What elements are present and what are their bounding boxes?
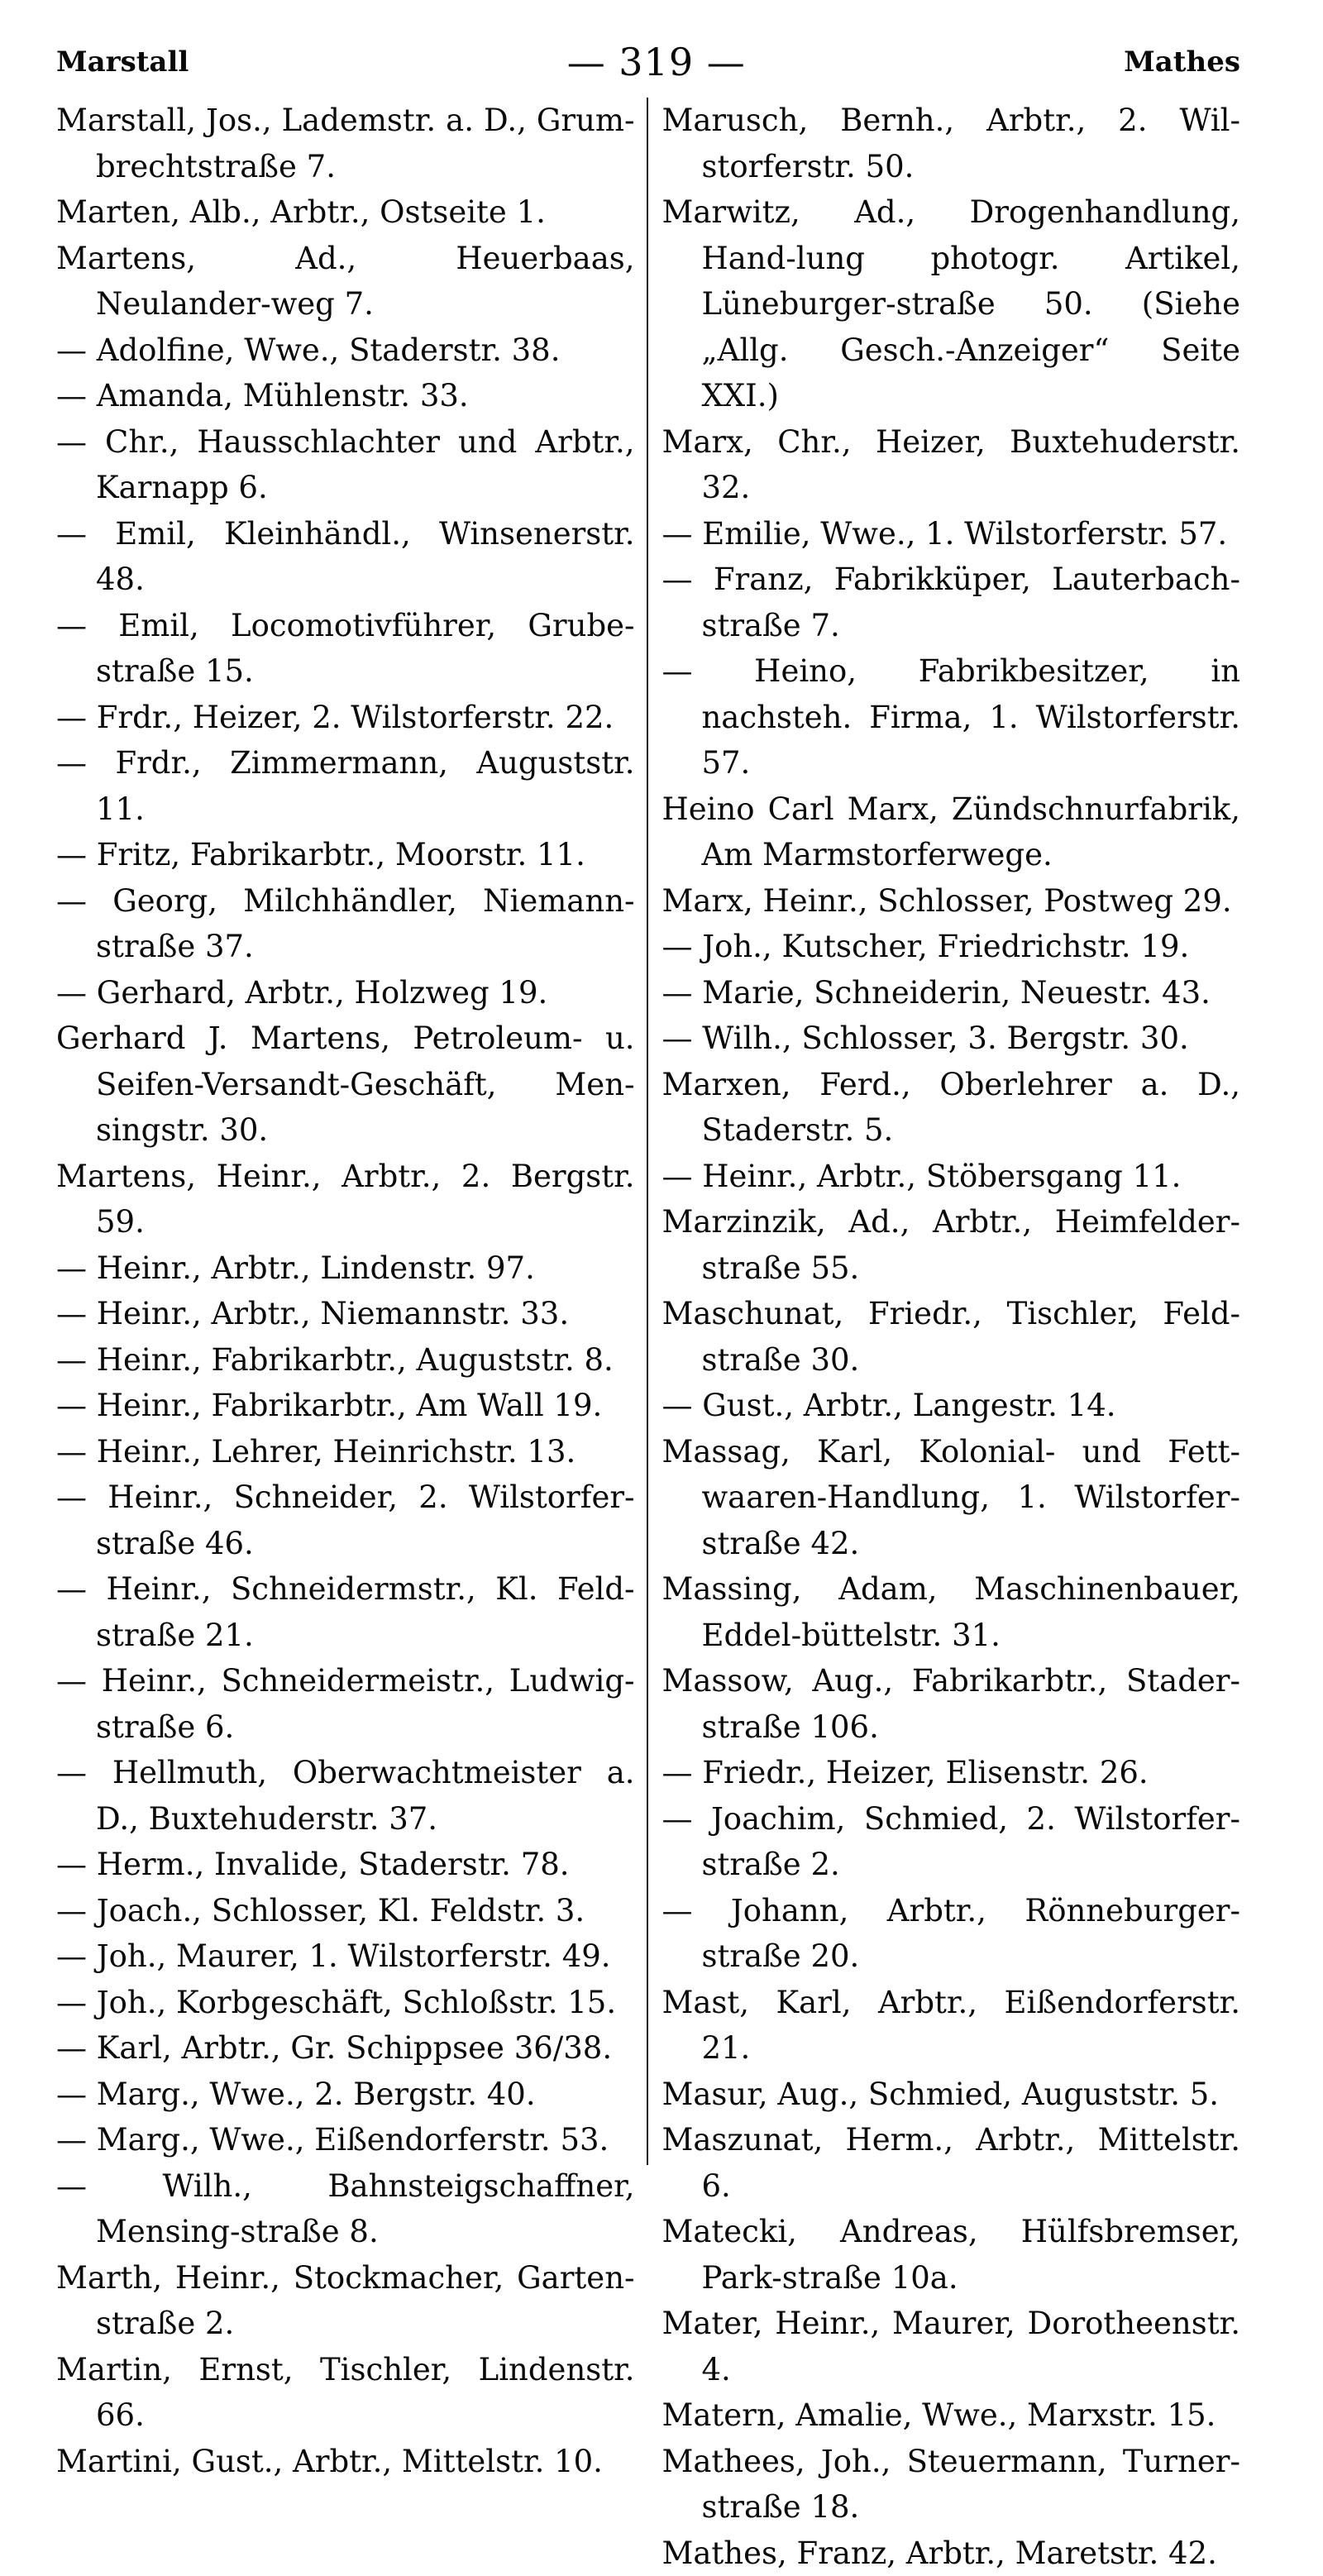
directory-entry: — Fritz, Fabrikarbtr., Moorstr. 11. (56, 832, 635, 878)
directory-entry: — Joh., Korbgeschäft, Schloßstr. 15. (56, 1980, 635, 2026)
directory-entry: — Gust., Arbtr., Langestr. 14. (662, 1383, 1240, 1429)
directory-entry: — Chr., Hausschlachter und Arbtr., Karnapp 6. (56, 419, 635, 511)
directory-entry: — Franz, Fabrikküper, Lauterbach-straße 7. (662, 557, 1240, 648)
directory-entry: Heino Carl Marx, Zündschnurfabrik, Am Marmstorferwege. (662, 786, 1240, 878)
directory-entry: Mater, Heinr., Maurer, Dorotheenstr. 4. (662, 2301, 1240, 2392)
directory-entry: — Heinr., Fabrikarbtr., Auguststr. 8. (56, 1337, 635, 1384)
directory-entry: Mathees, Joh., Steuermann, Turner-straße 18. (662, 2439, 1240, 2531)
directory-entry: Marx, Chr., Heizer, Buxtehuderstr. 32. (662, 419, 1240, 511)
directory-entry: — Heinr., Fabrikarbtr., Am Wall 19. (56, 1383, 635, 1429)
directory-entry: — Heinr., Schneidermstr., Kl. Feld-straße 21. (56, 1566, 635, 1658)
directory-entry: — Joh., Kutscher, Friedrichstr. 19. (662, 924, 1240, 970)
directory-entry: Massing, Adam, Maschinenbauer, Eddel-büttelstr. 31. (662, 1566, 1240, 1658)
right-column (648, 98, 1240, 2165)
directory-entry: Marxen, Ferd., Oberlehrer a. D., Staderstr. 5. (662, 1062, 1240, 1154)
directory-entry: — Gerhard, Arbtr., Holzweg 19. (56, 970, 635, 1016)
directory-entry: Marstall, Jos., Lademstr. a. D., Grum-brechtstraße 7. (56, 98, 635, 189)
directory-entry: — Heino, Fabrikbesitzer, in nachsteh. Firma, 1. Wilstorferstr. 57. (662, 648, 1240, 786)
directory-entry: Marusch, Bernh., Arbtr., 2. Wil-storferstr. 50. (662, 98, 1240, 189)
directory-entry: — Heinr., Arbtr., Stöbersgang 11. (662, 1154, 1240, 1200)
directory-entry: — Joachim, Schmied, 2. Wilstorfer-straße 2. (662, 1796, 1240, 1888)
directory-entry: — Frdr., Zimmermann, Auguststr. 11. (56, 740, 635, 832)
directory-entry: Martin, Ernst, Tischler, Lindenstr. 66. (56, 2347, 635, 2439)
directory-entry: Maszunat, Herm., Arbtr., Mittelstr. 6. (662, 2117, 1240, 2209)
directory-entry: — Heinr., Lehrer, Heinrichstr. 13. (56, 1429, 635, 1475)
directory-entry: — Heinr., Arbtr., Lindenstr. 97. (56, 1245, 635, 1292)
directory-entry: — Marie, Schneiderin, Neuestr. 43. (662, 970, 1240, 1016)
directory-entry: — Heinr., Arbtr., Niemannstr. 33. (56, 1291, 635, 1337)
directory-entry: — Frdr., Heizer, 2. Wilstorferstr. 22. (56, 695, 635, 741)
directory-entry: Massow, Aug., Fabrikarbtr., Stader-straße 106. (662, 1658, 1240, 1750)
directory-entry: Maschunat, Friedr., Tischler, Feld-straße 30. (662, 1291, 1240, 1383)
directory-entry: — Adolfine, Wwe., Staderstr. 38. (56, 327, 635, 374)
directory-entry: Matern, Amalie, Wwe., Marxstr. 15. (662, 2392, 1240, 2439)
directory-entry: Gerhard J. Martens, Petroleum- u. Seifen-Versandt-Geschäft, Men-singstr. 30. (56, 1016, 635, 1154)
directory-entry: — Wilh., Schlosser, 3. Bergstr. 30. (662, 1016, 1240, 1062)
directory-entry: Martens, Ad., Heuerbaas, Neulander-weg 7. (56, 236, 635, 327)
page-header (56, 33, 1240, 91)
directory-entry: Martini, Gust., Arbtr., Mittelstr. 10. (56, 2439, 635, 2485)
directory-entry: — Heinr., Schneidermeistr., Ludwig-straße 6. (56, 1658, 635, 1750)
directory-entry: Marth, Heinr., Stockmacher, Garten-straße 2. (56, 2255, 635, 2347)
running-head-right: Mathes (1124, 45, 1240, 79)
directory-entry: Marzinzik, Ad., Arbtr., Heimfelder-straße 55. (662, 1199, 1240, 1291)
directory-entry: Martens, Heinr., Arbtr., 2. Bergstr. 59. (56, 1154, 635, 1245)
directory-entry: — Emilie, Wwe., 1. Wilstorferstr. 57. (662, 511, 1240, 557)
directory-entry: — Georg, Milchhändler, Niemann-straße 37. (56, 878, 635, 970)
directory-entry: — Amanda, Mühlenstr. 33. (56, 373, 635, 419)
left-column (56, 98, 647, 2165)
directory-entry: — Joh., Maurer, 1. Wilstorferstr. 49. (56, 1933, 635, 1980)
directory-entry: Mathes, Franz, Arbtr., Maretstr. 42. (662, 2531, 1240, 2576)
directory-entry: — Hellmuth, Oberwachtmeister a. D., Buxtehuderstr. 37. (56, 1750, 635, 1842)
page-number: — 319 — (567, 40, 746, 84)
directory-entry: Marten, Alb., Arbtr., Ostseite 1. (56, 189, 635, 236)
directory-entry: — Marg., Wwe., 2. Bergstr. 40. (56, 2072, 635, 2118)
directory-entry: Mast, Karl, Arbtr., Eißendorferstr. 21. (662, 1980, 1240, 2072)
directory-entry: — Johann, Arbtr., Rönneburger-straße 20. (662, 1888, 1240, 1980)
directory-entry: Marx, Heinr., Schlosser, Postweg 29. (662, 878, 1240, 925)
directory-entry: — Karl, Arbtr., Gr. Schippsee 36/38. (56, 2025, 635, 2072)
directory-entry: Matecki, Andreas, Hülfsbremser, Park-straße 10a. (662, 2209, 1240, 2301)
directory-entry: — Heinr., Schneider, 2. Wilstorfer-straße 46. (56, 1474, 635, 1566)
directory-entry: — Wilh., Bahnsteigschaffner, Mensing-straße 8. (56, 2163, 635, 2255)
directory-entry: — Emil, Kleinhändl., Winsenerstr. 48. (56, 511, 635, 603)
directory-entry: — Marg., Wwe., Eißendorferstr. 53. (56, 2117, 635, 2163)
directory-entry: Marwitz, Ad., Drogenhandlung, Hand-lung photogr. Artikel, Lüneburger-straße 50. (Siehe „Allg. Gesch.-Anzeiger“ Seite XXI.) (662, 189, 1240, 419)
directory-entry: — Emil, Locomotivführer, Grube-straße 15. (56, 603, 635, 695)
directory-entry: Masur, Aug., Schmied, Auguststr. 5. (662, 2072, 1240, 2118)
columns (56, 98, 1240, 2165)
directory-entry: — Herm., Invalide, Staderstr. 78. (56, 1842, 635, 1888)
directory-entry: Massag, Karl, Kolonial- und Fett-waaren-Handlung, 1. Wilstorfer-straße 42. (662, 1429, 1240, 1567)
directory-entry: — Joach., Schlosser, Kl. Feldstr. 3. (56, 1888, 635, 1934)
directory-entry: — Friedr., Heizer, Elisenstr. 26. (662, 1750, 1240, 1796)
running-head-left: Marstall (56, 45, 189, 79)
